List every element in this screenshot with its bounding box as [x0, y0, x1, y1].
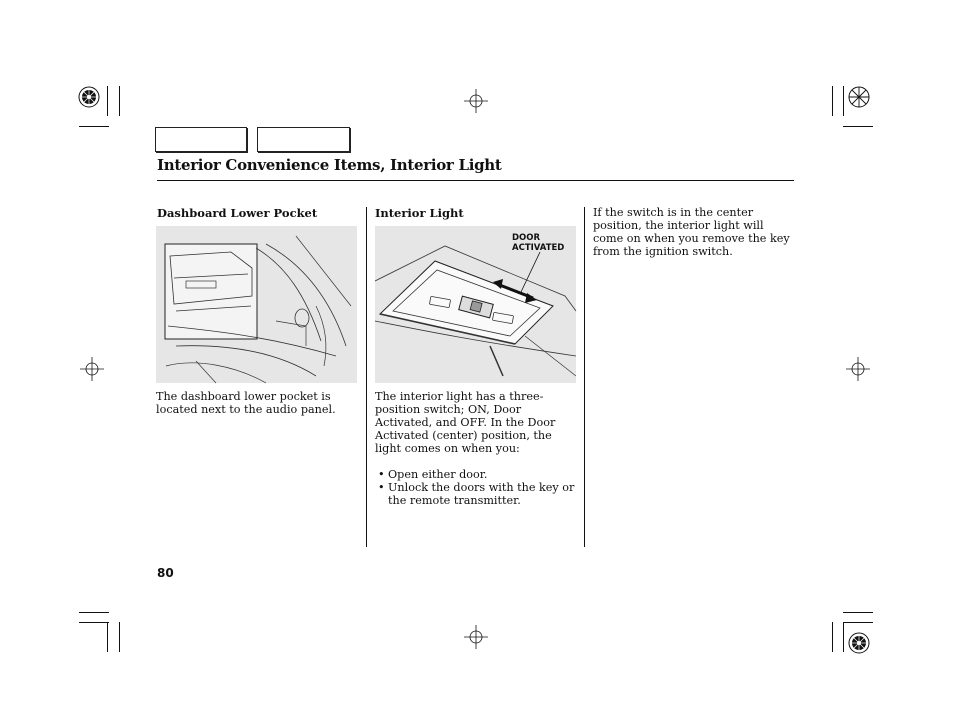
- crosshair-icon: [80, 357, 104, 381]
- page-title: Interior Convenience Items, Interior Light: [157, 156, 502, 174]
- list-item: • Unlock the doors with the key or the remote transmitter.: [378, 481, 575, 507]
- door-activated-callout: DOOR ACTIVATED: [512, 233, 565, 253]
- bullet-icon: •: [378, 468, 385, 481]
- center-position-text: If the switch is in the center position, the interior light will come on when you remove the key from the ignition switch.: [593, 206, 790, 258]
- interior-light-text: The interior light has a three-position switch; ON, Door Activated, and OFF. In the Door Activated (center) position, the light comes on when you:: [375, 390, 556, 455]
- interior-light-bullets: [375, 468, 580, 507]
- column-divider: [366, 207, 367, 547]
- crosshair-icon: [846, 357, 870, 381]
- list-item: • Open either door.: [378, 468, 488, 481]
- heading-interior-light: Interior Light: [375, 206, 464, 220]
- title-rule: [157, 180, 794, 181]
- section-tab-1: [155, 127, 247, 152]
- heading-dashboard-lower-pocket: Dashboard Lower Pocket: [157, 206, 318, 220]
- registration-target-icon: [78, 86, 100, 108]
- crosshair-icon: [464, 625, 488, 649]
- registration-target-icon: [848, 632, 870, 654]
- column-divider: [584, 207, 585, 547]
- dashboard-pocket-illustration: [156, 226, 357, 383]
- registration-target-icon: [848, 86, 870, 108]
- crosshair-icon: [464, 89, 488, 113]
- dashboard-pocket-text: The dashboard lower pocket is located next to the audio panel.: [156, 390, 336, 416]
- interior-light-illustration: [375, 226, 576, 383]
- section-tab-2: [257, 127, 350, 152]
- page-number: 80: [157, 566, 174, 580]
- bullet-icon: •: [378, 481, 385, 494]
